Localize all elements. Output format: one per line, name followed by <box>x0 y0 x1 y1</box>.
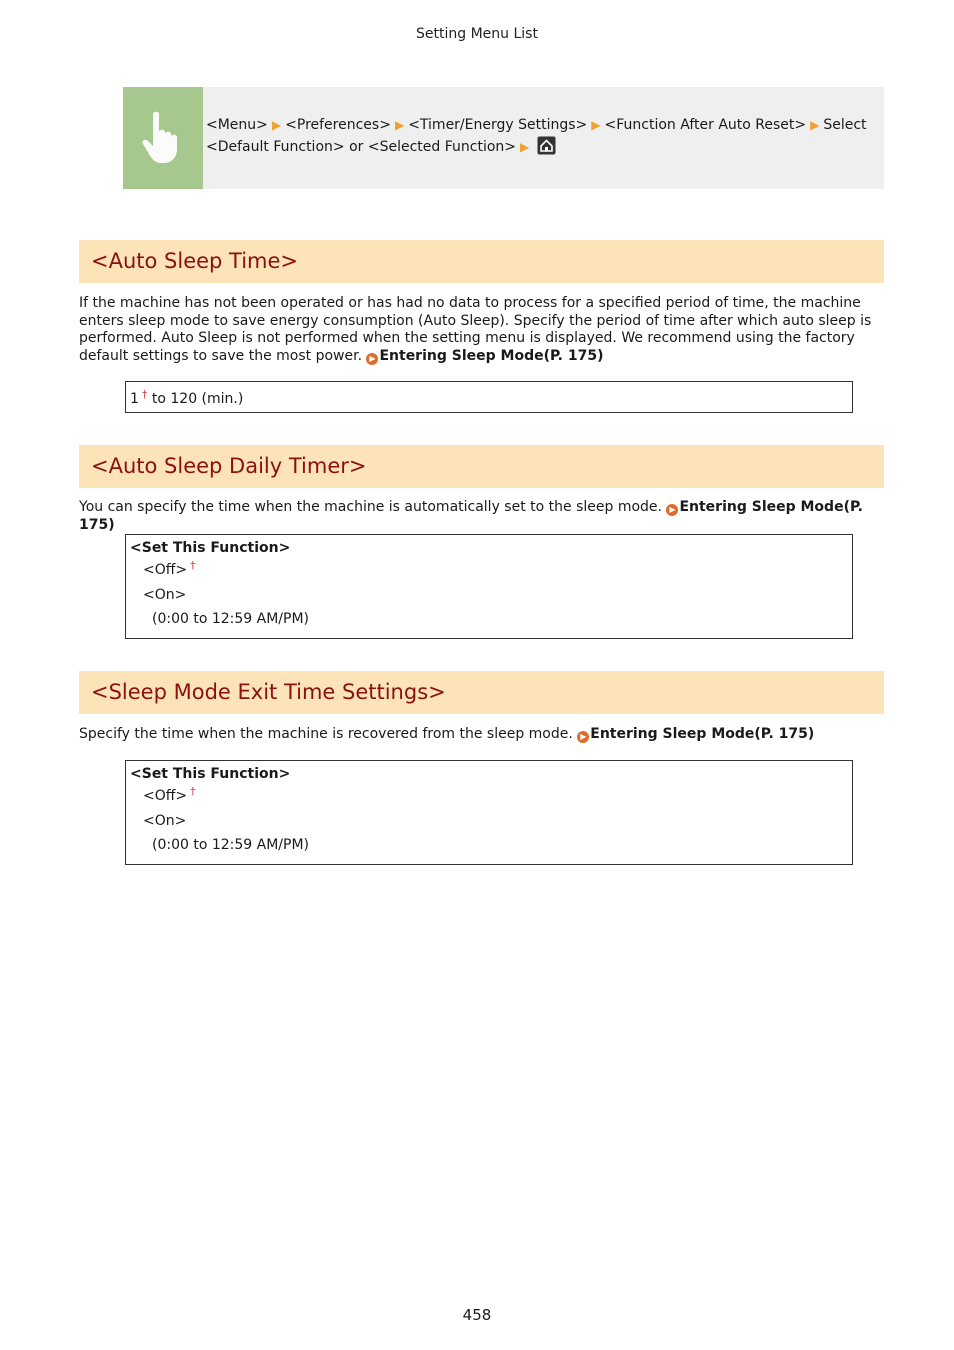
play-arrow-icon: ▶ <box>520 140 530 154</box>
path-function-after-reset: <Function After Auto Reset> <box>604 117 807 133</box>
section-description <box>79 726 884 744</box>
link-entering-sleep-mode[interactable]: Entering Sleep Mode(P. 175) <box>590 726 815 742</box>
time-range: (0:00 to 12:59 AM/PM) <box>152 837 310 853</box>
setting-options-box <box>125 760 853 865</box>
link-arrow-icon: ▶ <box>577 731 589 743</box>
running-header: Setting Menu List <box>416 26 538 42</box>
select-word: Select <box>823 117 867 133</box>
setting-range-box <box>125 381 853 413</box>
set-function-label: <Set This Function> <box>130 540 291 556</box>
description-text: If the machine has not been operated or has had no data to process for a specified period of time, the machine enters sleep mode to save energy consumption (Auto Sleep). Specify the period of time after which auto sleep is performed. Auto Sleep is not performed when the setting menu is displayed. We recommend using the factory default settings to save the most power. <box>79 295 872 364</box>
choice-default-function: <Default Function> <box>206 139 345 155</box>
time-range: (0:00 to 12:59 AM/PM) <box>152 611 310 627</box>
play-arrow-icon: ▶ <box>810 118 820 132</box>
default-mark: † <box>190 559 196 572</box>
path-timer-energy: <Timer/Energy Settings> <box>408 117 588 133</box>
off-label: <Off> <box>143 788 188 804</box>
hand-pointer-icon <box>123 87 203 189</box>
home-icon <box>537 136 556 162</box>
play-arrow-icon: ▶ <box>591 118 601 132</box>
section-description <box>79 499 884 534</box>
or-word: or <box>349 139 364 155</box>
default-mark: † <box>141 388 148 401</box>
range-start: 1 <box>130 391 139 407</box>
link-entering-sleep-mode[interactable]: Entering Sleep Mode(P. 175) <box>79 499 863 533</box>
description-text: You can specify the time when the machine is automatically set to the sleep mode. <box>79 499 662 515</box>
play-arrow-icon: ▶ <box>271 118 282 132</box>
section-heading-sleep-mode-exit-time: <Sleep Mode Exit Time Settings> <box>79 671 884 714</box>
section-heading-auto-sleep-daily-timer: <Auto Sleep Daily Timer> <box>79 445 884 488</box>
link-entering-sleep-mode[interactable]: Entering Sleep Mode(P. 175) <box>379 347 604 364</box>
play-arrow-icon: ▶ <box>394 118 405 132</box>
default-mark: † <box>190 785 196 798</box>
range-rest: to 120 (min.) <box>151 391 244 407</box>
description-text: Specify the time when the machine is recovered from the sleep mode. <box>79 726 573 742</box>
off-label: <Off> <box>143 562 188 578</box>
operation-path <box>203 87 867 189</box>
link-arrow-icon: ▶ <box>366 353 378 365</box>
operation-box <box>123 87 884 189</box>
option-on: <On> <box>143 813 187 829</box>
path-preferences: <Preferences> <box>285 117 391 133</box>
section-description <box>79 295 884 365</box>
path-menu: <Menu> <box>206 117 268 133</box>
choice-selected-function: <Selected Function> <box>367 139 517 155</box>
set-function-label: <Set This Function> <box>130 766 291 782</box>
option-off <box>143 559 196 578</box>
option-off <box>143 785 196 804</box>
link-arrow-icon: ▶ <box>666 504 678 516</box>
setting-options-box <box>125 534 853 639</box>
page-number: 458 <box>462 1306 492 1324</box>
section-heading-auto-sleep-time: <Auto Sleep Time> <box>79 240 884 283</box>
option-on: <On> <box>143 587 187 603</box>
